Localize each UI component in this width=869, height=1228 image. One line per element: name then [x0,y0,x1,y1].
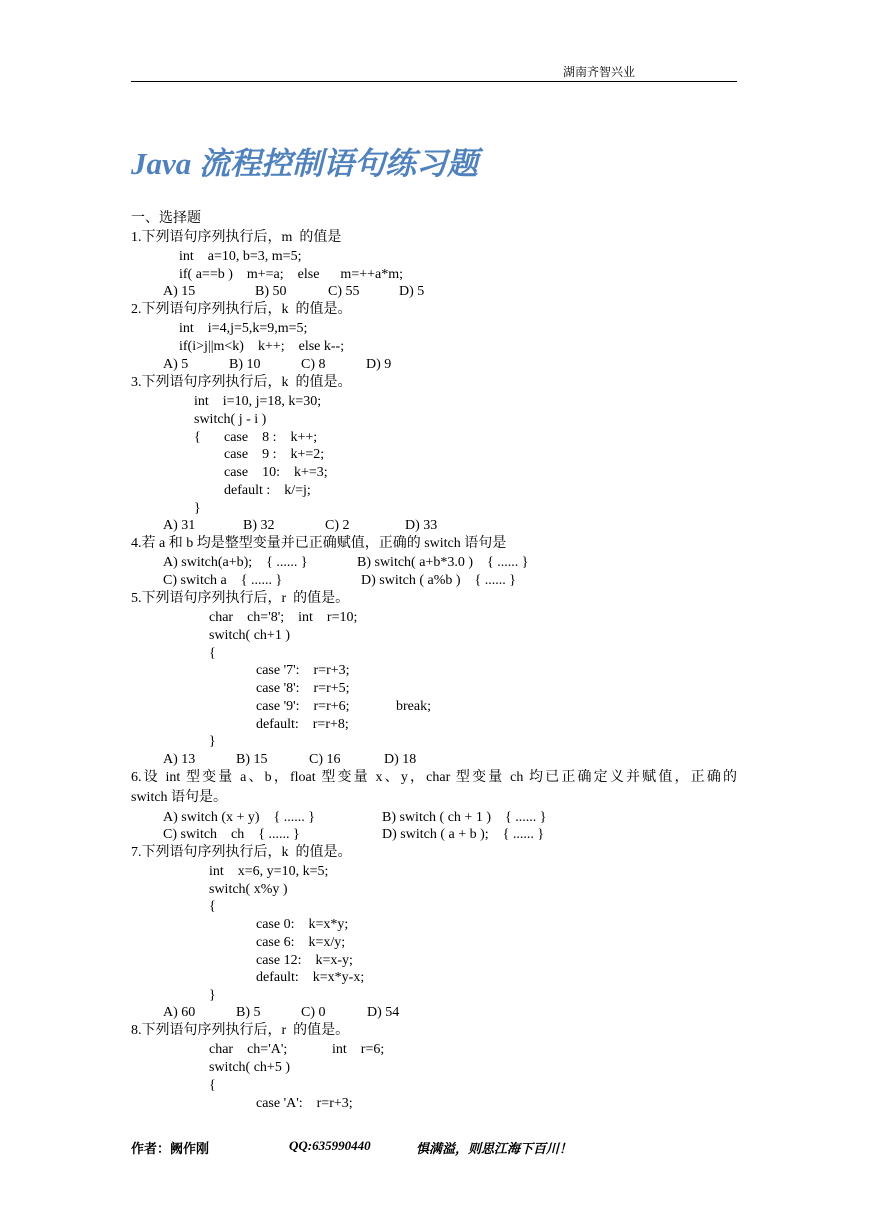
code-line: switch( j - i ) [194,412,267,427]
code-line: { [209,1078,216,1093]
document-title: Java 流程控制语句练习题 [131,146,479,181]
option-d: D) 33 [405,518,438,533]
code-line: default: r=r+8; [256,717,349,732]
code-line: if(i>j||m<k) k++; else k--; [179,339,345,354]
option-d: D) 5 [399,284,425,299]
code-line: { [209,899,216,914]
question-stem: 7.下列语句序列执行后，k 的值是。 [131,845,352,860]
option-a: A) switch(a+b); { ...... } [163,555,308,570]
code-line: case 9 : k+=2; [224,447,325,462]
footer-qq: QQ:635990440 [289,1138,371,1153]
option-b: B) 10 [229,357,261,372]
option-c: C) switch ch { ...... } [163,827,300,842]
option-c: C) 0 [301,1005,326,1020]
code-line: int r=6; [332,1042,385,1057]
code-line: char ch='A'; [209,1042,288,1057]
option-d: D) switch ( a%b ) { ...... } [361,573,516,588]
question-stem: 5.下列语句序列执行后，r 的值是。 [131,591,350,606]
header-company: 湖南齐智兴业 [563,65,636,79]
section-heading: 一、选择题 [131,211,201,226]
question-stem: 2.下列语句序列执行后，k 的值是。 [131,302,352,317]
option-d: D) 54 [367,1005,400,1020]
option-a: A) 15 [163,284,196,299]
question-stem-continued: switch 语句是。 [131,790,228,805]
code-line: case 0: k=x*y; [256,917,349,932]
code-line: case '9': r=r+6; [256,699,350,714]
code-line: switch( ch+5 ) [209,1060,290,1075]
option-a: A) 5 [163,357,189,372]
code-line: int a=10, b=3, m=5; [179,249,302,264]
code-line: { [209,646,216,661]
option-d: D) 18 [384,752,417,767]
option-a: A) switch (x + y) { ...... } [163,810,315,825]
option-c: C) 8 [301,357,326,372]
code-line: } [209,734,216,749]
code-line: case 8 : k++; [224,430,318,445]
code-line: { [194,430,201,445]
question-stem: 6.设 int 型变量 a、b，float 型变量 x、y，char 型变量 ch 均已正确定义并赋值，正确的 [131,770,737,785]
code-line: } [209,988,216,1003]
code-line: case 6: k=x/y; [256,935,346,950]
option-c: C) switch a { ...... } [163,573,283,588]
code-line: case 12: k=x-y; [256,953,353,968]
question-stem: 3.下列语句序列执行后，k 的值是。 [131,375,352,390]
code-line: break; [396,699,431,714]
option-b: B) 15 [236,752,268,767]
question-stem: 8.下列语句序列执行后，r 的值是。 [131,1023,350,1038]
code-line: case '7': r=r+3; [256,663,350,678]
option-b: B) 5 [236,1005,261,1020]
option-b: B) 50 [255,284,287,299]
option-a: A) 60 [163,1005,196,1020]
option-c: C) 16 [309,752,341,767]
option-a: A) 13 [163,752,196,767]
code-line: case 10: k+=3; [224,465,328,480]
option-d: D) 9 [366,357,392,372]
question-stem: 1.下列语句序列执行后，m 的值是 [131,230,342,245]
option-d: D) switch ( a + b ); { ...... } [382,827,545,842]
code-line: } [194,501,201,516]
code-line: default : k/=j; [224,483,311,498]
code-line: switch( x%y ) [209,882,288,897]
code-line: switch( ch+1 ) [209,628,290,643]
option-b: B) switch( a+b*3.0 ) { ...... } [357,555,529,570]
option-b: B) switch ( ch + 1 ) { ...... } [382,810,547,825]
code-line: char ch='8'; int r=10; [209,610,358,625]
code-line: if( a==b ) m+=a; else m=++a*m; [179,267,403,282]
code-line: default: k=x*y-x; [256,970,365,985]
code-line: case '8': r=r+5; [256,681,350,696]
option-c: C) 55 [328,284,360,299]
option-b: B) 32 [243,518,275,533]
code-line: int i=10, j=18, k=30; [194,394,322,409]
option-a: A) 31 [163,518,196,533]
footer-motto: 惧满溢，则思江海下百川！ [416,1141,573,1156]
footer-author: 作者：阙作刚 [131,1141,210,1156]
option-c: C) 2 [325,518,350,533]
code-line: case 'A': r=r+3; [256,1096,353,1111]
question-stem: 4.若 a 和 b 均是整型变量并已正确赋值，正确的 switch 语句是 [131,536,507,551]
code-line: int x=6, y=10, k=5; [209,864,329,879]
header-divider [131,81,737,82]
code-line: int i=4,j=5,k=9,m=5; [179,321,308,336]
